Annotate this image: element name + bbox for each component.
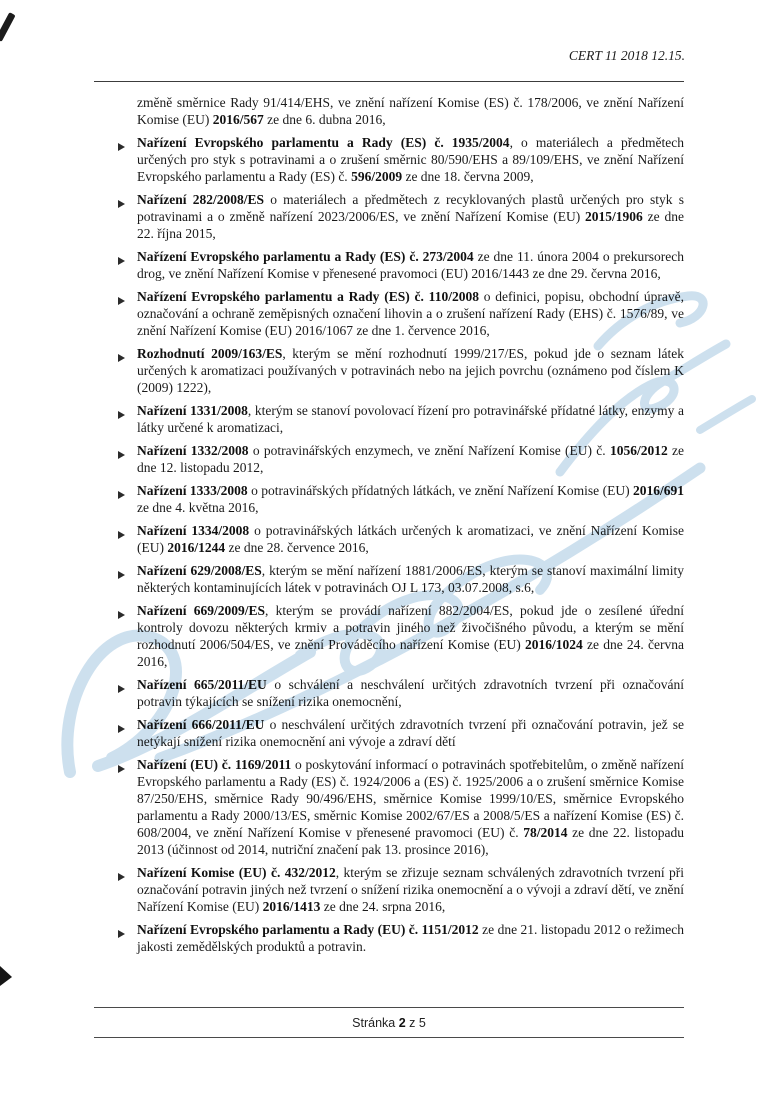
- arrowhead-right-icon: [118, 442, 137, 476]
- scan-artifact-top-left: [0, 12, 16, 42]
- arrowhead-right-icon: [118, 602, 137, 670]
- document-body: [0, 92, 777, 1004]
- intro-paragraph: změně směrnice Rady 91/414/EHS, ve znění nařízení Komise (ES) č. 178/2006, ve znění Nařízení Komise (EU) 2016/567 ze dne 6. dubna 2016,: [137, 95, 684, 127]
- list-item: [118, 716, 684, 750]
- header-doc-ref: CERT 11 2018 12.15.: [568, 48, 685, 63]
- list-item-text: Nařízení Evropského parlamentu a Rady (EU) č. 1151/2012 ze dne 21. listopadu 2012 o režimech jakosti zemědělských produktů a potravin.: [137, 922, 684, 954]
- arrowhead-right-icon: [118, 248, 137, 282]
- footer-page-total-suffix: z 5: [405, 1016, 426, 1030]
- list-item-text: Nařízení Evropského parlamentu a Rady (ES) č. 1935/2004, o materiálech a předmětech určených pro styk s potravinami a o zrušení směrnic 80/590/EHS a 89/109/EHS, ve znění Nařízení Evropského parlamentu a Rady (ES) č. 596/2009 ze dne 18. června 2009,: [137, 135, 684, 184]
- arrowhead-right-icon: [118, 676, 137, 710]
- list-item-text: Nařízení Komise (EU) č. 432/2012, kterým se zřizuje seznam schválených zdravotních tvrzení při označování potravin jiných než tvrzení o snížení rizika onemocnění a o vývoji a zdraví dětí, ve znění Nařízení Komise (EU) 2016/1413 ze dne 24. srpna 2016,: [137, 865, 684, 914]
- arrowhead-right-icon: [118, 562, 137, 596]
- list-item: [118, 756, 684, 858]
- list-item-text: Nařízení 1332/2008 o potravinářských enzymech, ve znění Nařízení Komise (EU) č. 1056/2012 ze dne 12. listopadu 2012,: [137, 443, 684, 475]
- list-item-text: Rozhodnutí 2009/163/ES, kterým se mění rozhodnutí 1999/217/ES, pokud jde o seznam látek určených k aromatizaci používaných v potravinách nebo na jejich povrchu (oznámeno pod číslem K (2009) 1222),: [137, 346, 684, 395]
- arrowhead-right-icon: [118, 482, 137, 516]
- list-item-text: Nařízení 1334/2008 o potravinářských látkách určených k aromatizaci, ve znění Nařízení Komise (EU) 2016/1244 ze dne 28. července 2016,: [137, 523, 684, 555]
- list-item: [118, 191, 684, 242]
- footer-rule-bottom: [94, 1037, 684, 1038]
- arrowhead-right-icon: [118, 716, 137, 750]
- list-item-text: Nařízení (EU) č. 1169/2011 o poskytování informací o potravinách spotřebitelům, o změně nařízení Evropského parlamentu a Rady (ES) č. 1924/2006 a (ES) č. 1925/2006 a o zrušení směrnice Komise 87/250/EHS, směrnice Rady 90/496/EHS, směrnice Komise 1999/10/ES, směrnice Evropského parlamentu a Rady 2000/13/ES, směrnic Komise 2002/67/ES a 2008/5/ES a nařízení Komise (ES) č. 608/2004, ve znění Nařízení Komise v přenesené pravomoci (EU) č. 78/2014 ze dne 22. listopadu 2013 (účinnost od 2014, nutriční značení pak 13. prosince 2016),: [137, 757, 684, 857]
- regulation-list: [0, 134, 777, 955]
- list-item-text: Nařízení Evropského parlamentu a Rady (ES) č. 110/2008 o definici, popisu, obchodní úpravě, označování a ochraně zeměpisných označení lihovin a o zrušení nařízení Rady (EHS) č. 1576/89, ve znění Nařízení Komise (EU) 2016/1067 ze dne 1. července 2016,: [137, 289, 685, 338]
- arrowhead-right-icon: [118, 345, 137, 396]
- page-footer: [94, 1011, 684, 1035]
- list-item-text: Nařízení 1331/2008, kterým se stanoví povolovací řízení pro potravinářské přídatné látky, enzymy a látky určené k aromatizaci,: [137, 403, 684, 435]
- arrowhead-right-icon: [118, 756, 137, 858]
- list-item: [118, 442, 684, 476]
- list-item-text: Nařízení 629/2008/ES, kterým se mění nařízení 1881/2006/ES, kterým se stanoví maximální limity některých kontaminujících látek v potravinách OJ L 173, 03.07.2008, s.6,: [137, 563, 684, 595]
- list-item: [118, 288, 684, 339]
- footer-page-label-prefix: Stránka: [352, 1016, 399, 1030]
- list-item-text: Nařízení 1333/2008 o potravinářských přídatných látkách, ve znění Nařízení Komise (EU) 2016/691 ze dne 4. května 2016,: [137, 483, 684, 515]
- list-item-text: Nařízení 282/2008/ES o materiálech a předmětech z recyklovaných plastů určených pro styk s potravinami a o změně nařízení 2023/2006/ES, ve znění Nařízení Komise (EU) 2015/1906 ze dne 22. října 2015,: [137, 192, 685, 241]
- list-item: [118, 134, 684, 185]
- header-rule: [94, 81, 684, 82]
- list-item: [118, 921, 684, 955]
- list-item-text: Nařízení Evropského parlamentu a Rady (ES) č. 273/2004 ze dne 11. února 2004 o prekursorech drog, ve znění Nařízení Komise v přenesené pravomoci (EU) 2016/1443 ze dne 29. června 2016,: [137, 249, 684, 281]
- list-item-text: Nařízení 666/2011/EU o neschválení určitých zdravotních tvrzení při označování potravin, jež se netýkají snížení rizika onemocnění ani vývoje a zdraví dětí: [137, 717, 685, 749]
- footer-rule-top: [94, 1007, 684, 1008]
- list-item: [118, 562, 684, 596]
- list-item: [118, 345, 684, 396]
- list-item: [118, 522, 684, 556]
- arrowhead-right-icon: [118, 134, 137, 185]
- list-item-text: Nařízení 665/2011/EU o schválení a neschválení určitých zdravotních tvrzení při označování potravin týkajících se snížení rizika onemocnění,: [137, 677, 684, 709]
- arrowhead-right-icon: [118, 864, 137, 915]
- list-item: [118, 248, 684, 282]
- arrowhead-right-icon: [118, 402, 137, 436]
- arrowhead-right-icon: [118, 288, 137, 339]
- list-item: [118, 602, 684, 670]
- list-item: [118, 402, 684, 436]
- arrowhead-right-icon: [118, 522, 137, 556]
- list-item: [118, 864, 684, 915]
- list-item: [118, 676, 684, 710]
- list-item-text: Nařízení 669/2009/ES, kterým se provádí nařízení 882/2004/ES, pokud jde o zesílené úřední kontroly dovozu některých krmiv a potravin jiného než živočišného původu, a kterým se mění rozhodnutí 2006/504/ES, ve znění Prováděcího nařízení Komise (EU) 2016/1024 ze dne 24. června 2016,: [137, 603, 685, 669]
- arrowhead-right-icon: [118, 921, 137, 955]
- footer-page-number: 2: [398, 1016, 406, 1030]
- list-item: [118, 482, 684, 516]
- arrowhead-right-icon: [118, 191, 137, 242]
